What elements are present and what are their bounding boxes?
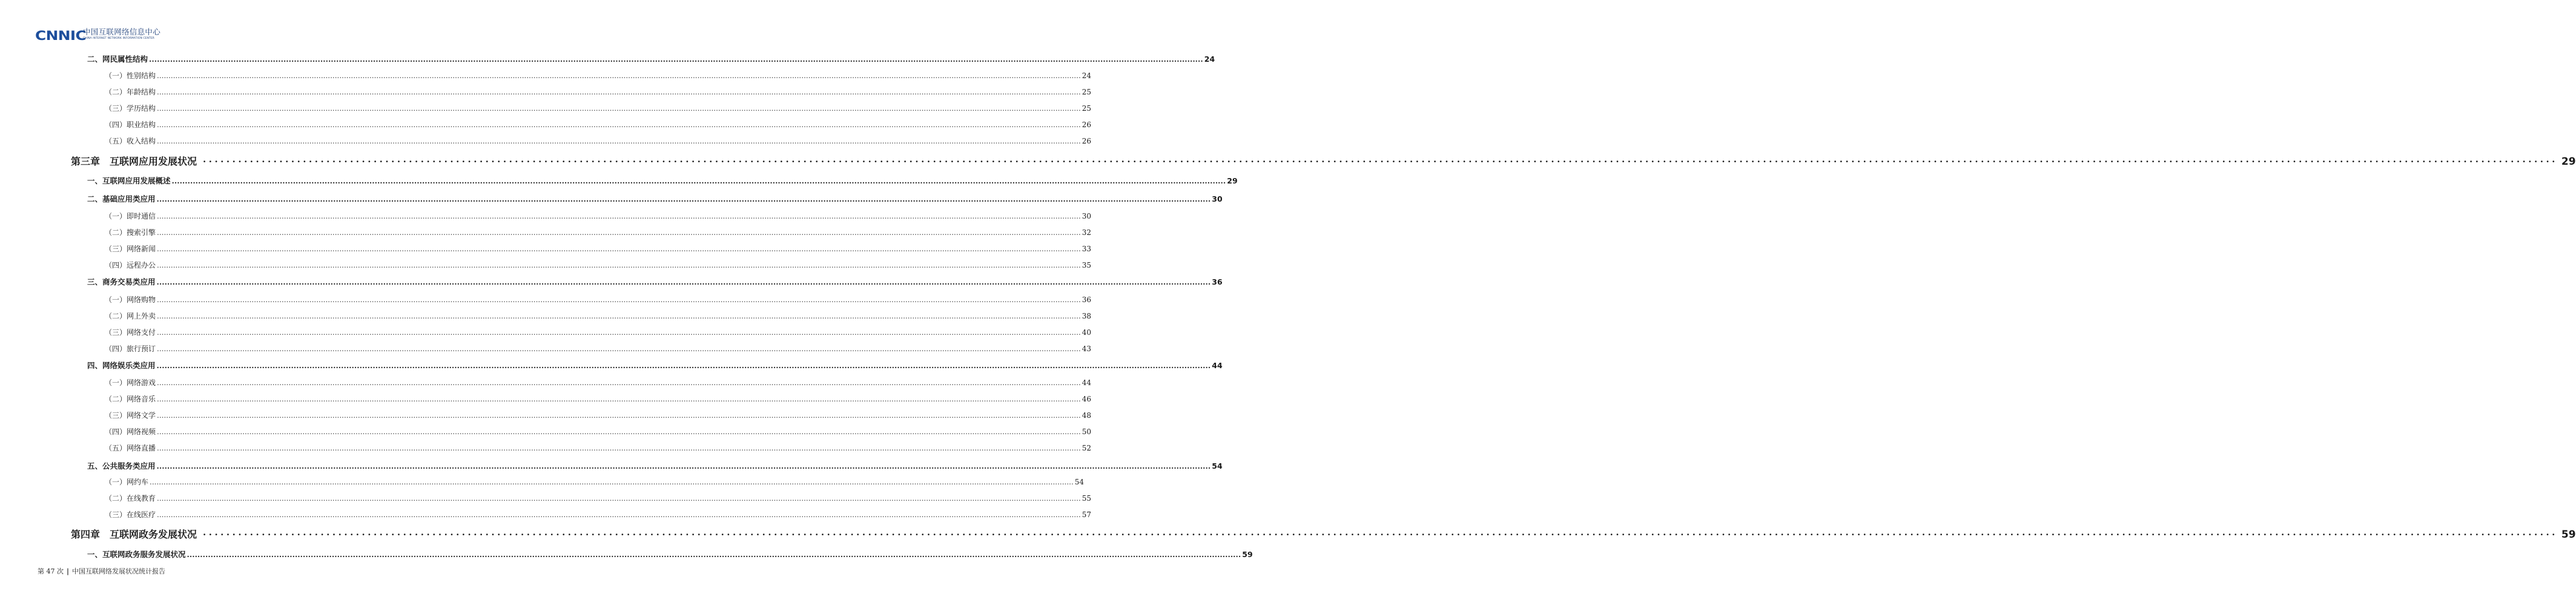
toc-dot-leader: ................................................................................................................................................................................................................................................................................................................................................................................................................ bbox=[157, 328, 1081, 337]
toc-section-entry[interactable] bbox=[87, 549, 1253, 560]
toc-section-entry[interactable] bbox=[87, 360, 1223, 371]
toc-dot-leader: ................................................................................................................................................................................................................................................................................................................................................................................................................ bbox=[157, 312, 1081, 320]
toc-entry-label: （一）网络游戏 bbox=[105, 378, 156, 387]
toc-dot-leader: ················································································································································································································································································································································································································ bbox=[203, 156, 2558, 167]
toc-dot-leader: ................................................................................................................................................................................................................................................................................................................................................................................................................ bbox=[157, 121, 1081, 129]
toc-page-number: 26 bbox=[1082, 121, 1092, 129]
toc-section-entry[interactable] bbox=[87, 460, 1223, 471]
toc-page-number: 54 bbox=[1212, 461, 1223, 471]
toc-subsection-entry[interactable] bbox=[105, 509, 1092, 520]
toc-dot-leader: ................................................................................................................................................................................................................................................................................................................................................................................................................ bbox=[150, 478, 1074, 486]
toc-subsection-entry[interactable] bbox=[105, 260, 1092, 270]
footer-page-label: 第 47 次 bbox=[38, 567, 64, 575]
toc-dot-leader: ................................................................................................................................................................................................................................................................................................................................................................................................................ bbox=[157, 137, 1081, 145]
toc-subsection-entry[interactable] bbox=[105, 327, 1092, 337]
toc-entry-label: （二）在线教育 bbox=[105, 494, 156, 503]
toc-subsection-entry[interactable] bbox=[105, 343, 1092, 354]
toc-dot-leader: ................................................................................................................................................................................................................................................................................................................................................................................................................ bbox=[157, 88, 1081, 96]
toc-entry-label: （三）网络新闻 bbox=[105, 245, 156, 253]
toc-subsection-entry[interactable] bbox=[105, 119, 1092, 130]
toc-entry-label: （二）网络音乐 bbox=[105, 395, 156, 403]
toc-page-number: 25 bbox=[1082, 104, 1092, 113]
toc-subsection-entry[interactable] bbox=[105, 87, 1092, 97]
toc-entry-label: 二、网民属性结构 bbox=[87, 54, 148, 64]
toc-page-number: 54 bbox=[1074, 478, 1085, 486]
toc-entry-label: （三）在线医疗 bbox=[105, 510, 156, 519]
toc-dot-leader: ················································································································································································································································································································································································································ bbox=[203, 529, 2558, 540]
toc-page-number: 36 bbox=[1082, 296, 1092, 304]
logo-mark: CNNIC bbox=[35, 28, 87, 43]
toc-subsection-entry[interactable] bbox=[105, 211, 1092, 221]
toc-page-number: 59 bbox=[1242, 550, 1253, 559]
toc-dot-leader: ................................................................................................................................................................................................................................................................................................................................................................................................................ bbox=[157, 494, 1081, 503]
toc-entry-label: （一）即时通信 bbox=[105, 212, 156, 220]
toc-dot-leader: ................................................................................................................................................................................................................................................................................................................................................................................................................ bbox=[157, 411, 1081, 420]
toc-entry-label: （一）网络购物 bbox=[105, 296, 156, 304]
toc-dot-leader: ................................................................................................................................................................................................................................................................................................................................................................................................................ bbox=[157, 104, 1081, 113]
toc-subsection-entry[interactable] bbox=[105, 443, 1092, 453]
toc-subsection-entry[interactable] bbox=[105, 227, 1092, 237]
toc-subsection-entry[interactable] bbox=[105, 493, 1092, 503]
toc-entry-label: （五）收入结构 bbox=[105, 137, 156, 145]
footer-separator: | bbox=[67, 567, 70, 575]
toc-entry-label: 四、网络娱乐类应用 bbox=[87, 361, 156, 370]
toc-entry-label: 一、互联网应用发展概述 bbox=[87, 176, 171, 185]
toc-page-number: 44 bbox=[1082, 378, 1092, 387]
toc-subsection-entry[interactable] bbox=[105, 294, 1092, 305]
toc-page-number: 40 bbox=[1082, 328, 1092, 337]
toc-dot-leader: ................................................................................................................................................................................................................................................................................................................................................................................................................ bbox=[156, 277, 1211, 286]
toc-page-number: 24 bbox=[1082, 71, 1092, 80]
org-name-en: CHINA INTERNET NETWORK INFORMATION CENTER bbox=[83, 37, 155, 40]
toc-dot-leader: ................................................................................................................................................................................................................................................................................................................................................................................................................ bbox=[156, 361, 1211, 370]
toc-page-number: 44 bbox=[1212, 361, 1223, 370]
toc-entry-label: （五）网络直播 bbox=[105, 444, 156, 452]
toc-subsection-entry[interactable] bbox=[105, 410, 1092, 420]
toc-dot-leader: ................................................................................................................................................................................................................................................................................................................................................................................................................ bbox=[157, 296, 1081, 304]
toc-page-number: 38 bbox=[1082, 312, 1092, 320]
footer-report-title: 中国互联网络发展状况统计报告 bbox=[72, 567, 166, 575]
toc-entry-label: 一、互联网政务服务发展状况 bbox=[87, 550, 186, 559]
toc-page-number: 32 bbox=[1082, 228, 1092, 237]
toc-entry-label: （二）搜索引擎 bbox=[105, 228, 156, 237]
toc-page-number: 50 bbox=[1082, 428, 1092, 436]
page-footer bbox=[38, 566, 165, 576]
toc-page-number: 29 bbox=[1227, 176, 1238, 185]
toc-entry-label: 第四章 互联网政务发展状况 bbox=[71, 529, 197, 540]
toc-page-number: 48 bbox=[1082, 411, 1092, 420]
toc-entry-label: （一）网约车 bbox=[105, 478, 149, 486]
toc-entry-label: 二、基础应用类应用 bbox=[87, 194, 156, 203]
toc-section-entry[interactable] bbox=[87, 193, 1223, 204]
toc-subsection-entry[interactable] bbox=[105, 103, 1092, 113]
toc-dot-leader: ................................................................................................................................................................................................................................................................................................................................................................................................................ bbox=[157, 212, 1081, 220]
toc-page-number: 33 bbox=[1082, 245, 1092, 253]
toc-section-entry[interactable] bbox=[87, 175, 1238, 186]
toc-dot-leader: ................................................................................................................................................................................................................................................................................................................................................................................................................ bbox=[157, 378, 1081, 387]
toc-entry-label: （四）远程办公 bbox=[105, 261, 156, 269]
toc-dot-leader: ................................................................................................................................................................................................................................................................................................................................................................................................................ bbox=[157, 71, 1081, 80]
toc-dot-leader: ................................................................................................................................................................................................................................................................................................................................................................................................................ bbox=[157, 428, 1081, 436]
toc-dot-leader: ................................................................................................................................................................................................................................................................................................................................................................................................................ bbox=[157, 444, 1081, 452]
toc-subsection-entry[interactable] bbox=[105, 136, 1092, 146]
toc-dot-leader: ................................................................................................................................................................................................................................................................................................................................................................................................................ bbox=[149, 54, 1203, 64]
toc-dot-leader: ................................................................................................................................................................................................................................................................................................................................................................................................................ bbox=[157, 261, 1081, 269]
toc-subsection-entry[interactable] bbox=[105, 426, 1092, 437]
toc-dot-leader: ................................................................................................................................................................................................................................................................................................................................................................................................................ bbox=[157, 395, 1081, 403]
toc-subsection-entry[interactable] bbox=[105, 243, 1092, 254]
toc-entry-label: 三、商务交易类应用 bbox=[87, 277, 156, 286]
toc-subsection-entry[interactable] bbox=[105, 394, 1092, 404]
toc-entry-label: （一）性别结构 bbox=[105, 71, 156, 80]
toc-page-number: 29 bbox=[2561, 156, 2576, 168]
toc-subsection-entry[interactable] bbox=[105, 70, 1092, 81]
toc-chapter-entry[interactable] bbox=[71, 154, 2576, 168]
toc-dot-leader: ................................................................................................................................................................................................................................................................................................................................................................................................................ bbox=[156, 461, 1211, 471]
toc-section-entry[interactable] bbox=[87, 276, 1223, 287]
toc-entry-label: （四）职业结构 bbox=[105, 121, 156, 129]
toc-entry-label: 五、公共服务类应用 bbox=[87, 461, 156, 471]
toc-page-number: 57 bbox=[1082, 510, 1092, 519]
toc-page-number: 30 bbox=[1082, 212, 1092, 220]
toc-page-number: 46 bbox=[1082, 395, 1092, 403]
toc-entry-label: （三）网络文学 bbox=[105, 411, 156, 420]
toc-entry-label: （三）学历结构 bbox=[105, 104, 156, 113]
toc-section-entry[interactable] bbox=[87, 53, 1215, 64]
toc-dot-leader: ................................................................................................................................................................................................................................................................................................................................................................................................................ bbox=[171, 176, 1226, 185]
toc-subsection-entry[interactable] bbox=[105, 477, 1085, 487]
toc-page-number: 26 bbox=[1082, 137, 1092, 145]
toc-entry-label: （四）旅行预订 bbox=[105, 345, 156, 353]
toc-dot-leader: ................................................................................................................................................................................................................................................................................................................................................................................................................ bbox=[156, 194, 1211, 203]
toc-page-number: 24 bbox=[1204, 54, 1215, 64]
toc-page-number: 36 bbox=[1212, 277, 1223, 286]
toc-page-number: 30 bbox=[1212, 194, 1223, 203]
toc-dot-leader: ................................................................................................................................................................................................................................................................................................................................................................................................................ bbox=[157, 510, 1081, 519]
toc-entry-label: 第三章 互联网应用发展状况 bbox=[71, 156, 197, 167]
toc-page-number: 59 bbox=[2561, 529, 2576, 541]
toc-chapter-entry[interactable] bbox=[71, 527, 2576, 541]
toc-page-number: 35 bbox=[1082, 261, 1092, 269]
toc-dot-leader: ................................................................................................................................................................................................................................................................................................................................................................................................................ bbox=[157, 228, 1081, 237]
toc-page-number: 25 bbox=[1082, 88, 1092, 96]
toc-page-number: 43 bbox=[1082, 345, 1092, 353]
toc-dot-leader: ................................................................................................................................................................................................................................................................................................................................................................................................................ bbox=[157, 345, 1081, 353]
toc-entry-label: （二）年龄结构 bbox=[105, 88, 156, 96]
toc-subsection-entry[interactable] bbox=[105, 377, 1092, 388]
toc-entry-label: （三）网络支付 bbox=[105, 328, 156, 337]
toc-entry-label: （四）网络视频 bbox=[105, 428, 156, 436]
toc-entry-label: （二）网上外卖 bbox=[105, 312, 156, 320]
toc-page-number: 55 bbox=[1082, 494, 1092, 503]
toc-dot-leader: ................................................................................................................................................................................................................................................................................................................................................................................................................ bbox=[187, 550, 1241, 559]
org-name-cn: 中国互联网络信息中心 bbox=[83, 27, 161, 36]
toc-dot-leader: ................................................................................................................................................................................................................................................................................................................................................................................................................ bbox=[157, 245, 1081, 253]
toc-page-number: 52 bbox=[1082, 444, 1092, 452]
toc-subsection-entry[interactable] bbox=[105, 311, 1092, 321]
